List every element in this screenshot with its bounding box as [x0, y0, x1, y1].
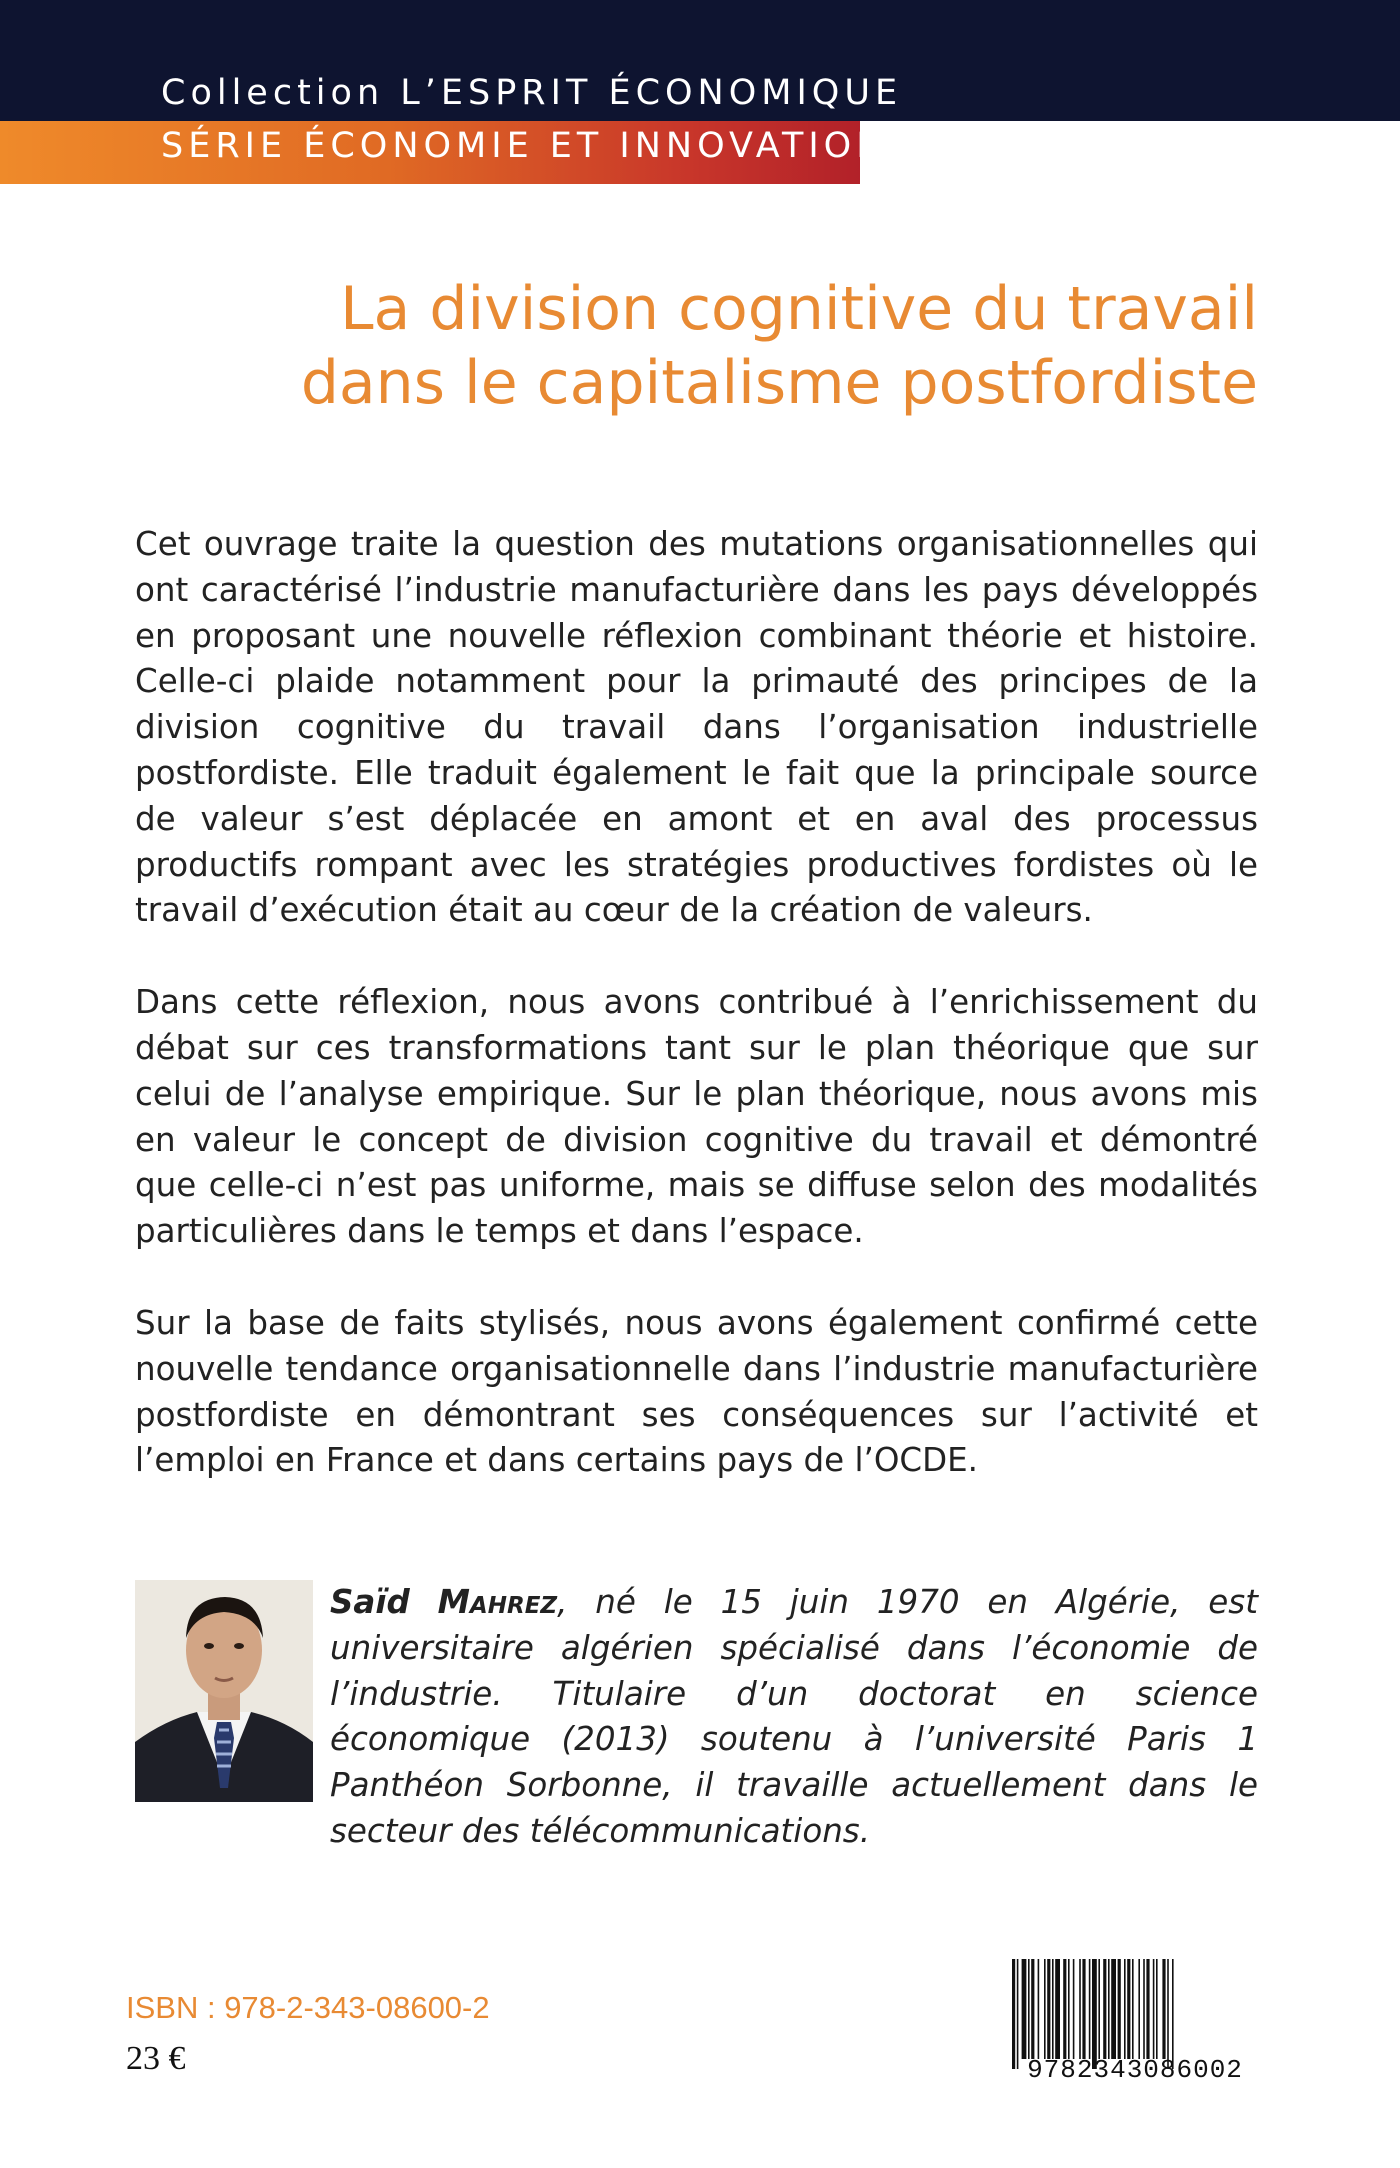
barcode-bar [1146, 1959, 1149, 2059]
barcode-bar [1162, 1959, 1165, 2059]
barcode-bar [1047, 1959, 1050, 2059]
barcode-bar [1156, 1959, 1158, 2059]
barcode-bar [1092, 1959, 1097, 2069]
barcode-bar [1153, 1959, 1155, 2059]
isbn-label: ISBN : 978-2-343-08600-2 [126, 1990, 490, 2025]
summary [135, 522, 1258, 1530]
series-label: SÉRIE ÉCONOMIE ET INNOVATION [161, 126, 888, 166]
author-bio-text: , né le 15 juin 1970 en Algérie, est universitaire algérien spécialisé dans l’économie de l’industrie. Titulaire d’un doctorat en science économique (2013) soutenu à l’université Paris 1 Panthéon Sorbonne, il travaille actuellement dans le secteur des télécommunications. [330, 1583, 1258, 1850]
barcode-bar [1068, 1959, 1070, 2059]
barcode-bar [1118, 1959, 1121, 2059]
barcode-bar [1012, 1959, 1015, 2069]
barcode-bar [1172, 1959, 1174, 2069]
barcode-bar [1038, 1959, 1040, 2059]
barcode-bar [1124, 1959, 1126, 2059]
summary-paragraph-1: Cet ouvrage traite la question des mutations organisationnelles qui ont caractérisé l’industrie manufacturière dans les pays développés en proposant une nouvelle réflexion combinant théorie et histoire. Celle-ci plaide notamment pour la primauté des principes de la division cognitive du travail dans l’organisation industrielle postfordiste. Elle traduit également le fait que la principale source de valeur s’est déplacée en amont et en aval des processus productifs rompant avec les stratégies productives fordistes où le travail d’exécution était au cœur de la création de valeurs. [135, 525, 1258, 930]
book-title-line-1: La division cognitive du travail [340, 274, 1258, 344]
barcode-bar [1167, 1959, 1169, 2069]
barcode-bar [1098, 1959, 1100, 2059]
barcode-bar [1063, 1959, 1066, 2059]
barcode-bar [1017, 1959, 1019, 2069]
barcode-bar [1073, 1959, 1075, 2059]
book-title-line-2: dans le capitalisme postfordiste [300, 348, 1258, 418]
barcode-bar [1138, 1959, 1140, 2059]
barcode-bar [1031, 1959, 1034, 2059]
barcode-bar [1132, 1959, 1134, 2059]
collection-label: Collection L’ESPRIT ÉCONOMIQUE [161, 73, 903, 113]
barcode-bar [1103, 1959, 1106, 2059]
author-first-name: Saïd [330, 1583, 410, 1621]
summary-paragraph-2: Dans cette réflexion, nous avons contribué à l’enrichissement du débat sur ces transformations tant sur le plan théorique que sur celui de l’analyse empirique. Sur le plan théorique, nous avons mis en valeur le concept de division cognitive du travail et démontré que celle-ci n’est pas uniforme, mais se diffuse selon des modalités particulières dans le temps et dans l’espace. [135, 983, 1258, 1251]
book-title [218, 272, 1258, 420]
barcode-bar [1089, 1959, 1091, 2059]
barcode-bar [1108, 1959, 1110, 2059]
author-bio [330, 1580, 1258, 1855]
author-portrait-image [135, 1580, 313, 1802]
author-last-name: Mahrez [437, 1583, 558, 1621]
barcode-bar [1111, 1959, 1116, 2059]
barcode-bar [1044, 1959, 1046, 2059]
summary-paragraph-3: Sur la base de faits stylisés, nous avons également confirmé cette nouvelle tendance organisationnelle dans l’industrie manufacturière postfordiste en démontrant ses conséquences sur l’activité et l’emploi en France et dans certains pays de l’OCDE. [135, 1303, 1258, 1480]
barcode-bar [1082, 1959, 1085, 2059]
barcode-bar [1143, 1959, 1145, 2059]
barcode-bar [1028, 1959, 1030, 2059]
barcode-bar [1079, 1959, 1081, 2059]
barcode-bar [1127, 1959, 1130, 2059]
barcode-bar [1055, 1959, 1060, 2059]
barcode-digits: 9782343086002 [1027, 2055, 1243, 2085]
barcode-bar [1052, 1959, 1054, 2059]
author-photo [135, 1580, 313, 1802]
price-label: 23 € [126, 2040, 186, 2077]
barcode-bar [1022, 1959, 1027, 2059]
